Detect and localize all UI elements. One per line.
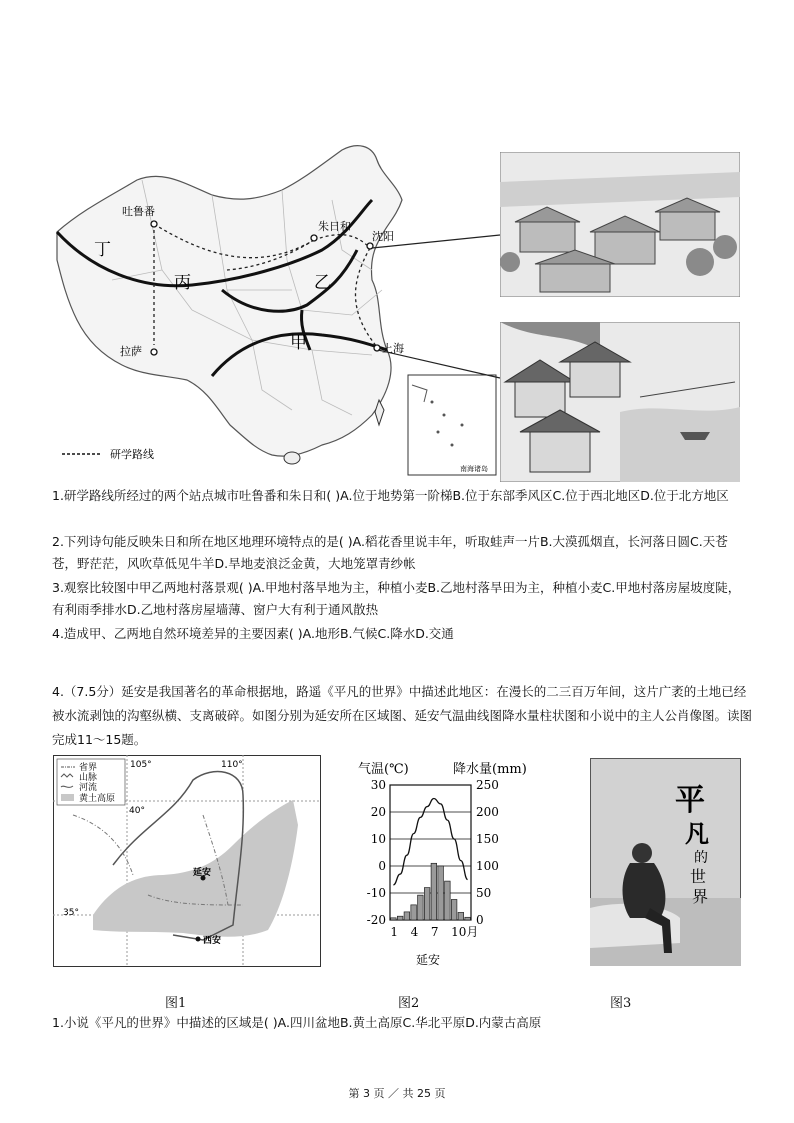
precip-bar	[465, 917, 471, 920]
precip-bar	[424, 888, 430, 920]
page-footer: 第 3 页 ／ 共 25 页	[348, 1087, 446, 1100]
inset-label: 南海诸岛	[460, 465, 488, 473]
precip-bar	[411, 905, 417, 920]
precip-tick-label: 50	[476, 886, 492, 900]
region-ding: 丁	[94, 240, 111, 260]
lat-40: 40°	[129, 806, 145, 816]
precip-bar	[397, 916, 403, 920]
south-china-sea-inset	[408, 375, 496, 475]
route-legend-label: 研学路线	[110, 448, 154, 461]
precip-bar	[391, 918, 397, 920]
title-char-1: 平	[675, 783, 705, 818]
temp-tick-label: -20	[366, 913, 386, 927]
hainan-island	[284, 452, 300, 464]
city-tulufan: 吐鲁番	[122, 205, 155, 218]
river-water	[620, 407, 740, 482]
precip-bar	[458, 912, 464, 920]
xian-dot	[196, 937, 201, 942]
lat-35: 35°	[63, 908, 79, 918]
month-tick-label: 4	[410, 925, 419, 939]
fig1-caption: 图1	[165, 996, 187, 1011]
temp-tick-label: -10	[366, 886, 386, 900]
precip-bar	[418, 895, 424, 920]
question-11: 1.小说《平凡的世界》中描述的区域是( )A.四川盆地B.黄土高原C.华北平原D.内蒙古高原	[52, 1015, 542, 1030]
station-label: 延安	[416, 953, 441, 967]
precip-tick-label: 100	[476, 859, 499, 873]
country-outline	[57, 146, 402, 456]
question-3: 3.观察比较图中甲乙两地村落景观( )A.甲地村落旱地为主，种植小麦B.乙地村落旱田为主，种植小麦C.甲地村落房屋坡度陡，有利雨季排水D.乙地村落房屋墙薄、窗户大有利于通风散热	[52, 580, 741, 617]
fig3-novel-portrait	[590, 758, 741, 966]
question-4: 4.造成甲、乙两地自然环境差异的主要因素( )A.地形B.气候C.降水D.交通	[52, 626, 454, 641]
title-char-3: 的	[694, 850, 708, 866]
temp-tick-label: 0	[378, 859, 386, 873]
city-shenyang: 沈阳	[372, 230, 394, 243]
arrow-to-village-2	[378, 350, 500, 378]
plot-frame	[390, 785, 471, 920]
fig3-caption: 图3	[610, 996, 632, 1011]
boat	[680, 432, 710, 440]
figure-head	[632, 843, 652, 863]
region-yi: 乙	[314, 273, 331, 293]
city-zhurihe: 朱日和	[318, 220, 351, 233]
precip-bar	[445, 881, 451, 920]
month-ticks	[390, 925, 478, 939]
region-jia: 甲	[290, 333, 307, 353]
city-xian: 西安	[203, 936, 222, 946]
grid-lines	[390, 812, 471, 893]
legend-mountain: 山脉	[79, 773, 98, 783]
precip-bar	[431, 863, 437, 920]
temp-curve	[393, 799, 467, 885]
fig2-climate-chart	[356, 759, 531, 971]
question-1: 1.研学路线所经过的两个站点城市吐鲁番和朱日和( )A.位于地势第一阶梯B.位于东部季风区C.位于西北地区D.位于北方地区	[52, 488, 729, 503]
title-char-4: 世	[690, 867, 707, 886]
lon-105: 105°	[130, 760, 152, 770]
temp-ticks	[367, 778, 386, 927]
temp-axis-label: 气温(℃)	[358, 762, 409, 777]
village-illustration-north	[500, 152, 740, 297]
legend-province-border: 省界	[79, 763, 98, 773]
precip-bar	[438, 866, 444, 920]
temp-tick-label: 10	[370, 832, 386, 846]
china-route-map	[52, 140, 502, 485]
precip-ticks	[476, 778, 499, 927]
precip-bar	[404, 912, 410, 920]
region-bing: 丙	[174, 273, 191, 293]
figure-body	[623, 863, 666, 918]
precip-bars	[391, 863, 471, 920]
month-tick-label: 7	[430, 925, 439, 939]
city-lasa: 拉萨	[120, 345, 142, 358]
month-tick-label: 1	[390, 925, 399, 939]
lon-110: 110°	[221, 760, 243, 770]
fig1-loess-plateau-map	[53, 755, 321, 967]
question-2: 2.下列诗句能反映朱日和所在地区地理环境特点的是( )A.稻花香里说丰年，听取蛙声一片B.大漠孤烟直，长河落日圆C.天苍苍，野茫茫，风吹草低见牛羊D.旱地麦浪泛金黄，大地笼罩青纱帐	[52, 534, 728, 571]
title-char-5: 界	[692, 887, 709, 906]
precip-tick-label: 150	[476, 832, 499, 846]
month-tick-label: 10月	[451, 925, 479, 939]
fig2-caption: 图2	[398, 996, 420, 1011]
title-char-2: 凡	[685, 819, 709, 848]
village-illustration-south	[500, 322, 740, 482]
precip-tick-label: 200	[476, 805, 499, 819]
legend-river: 河流	[79, 783, 98, 793]
precip-axis-label: 降水量(mm)	[453, 762, 527, 777]
precip-bar	[451, 899, 457, 920]
city-yanan: 延安	[193, 868, 212, 878]
precip-tick-label: 0	[476, 913, 484, 927]
temp-tick-label: 30	[370, 778, 386, 792]
temp-tick-label: 20	[370, 805, 386, 819]
precip-tick-label: 250	[476, 778, 499, 792]
question-4-intro: 4.（7.5分）延安是我国著名的革命根据地，路遥《平凡的世界》中描述此地区：在漫长的二三百万年间，这片广袤的土地已经被水流剥蚀的沟壑纵横、支离破碎。如图分别为延安所在区域图、延安气温曲线图降水量柱状图和小说中的主人公肖像图。读图完成11～15题。	[52, 684, 753, 747]
legend-loess: 黄土高原	[79, 794, 116, 804]
city-shanghai: 上海	[382, 342, 404, 355]
